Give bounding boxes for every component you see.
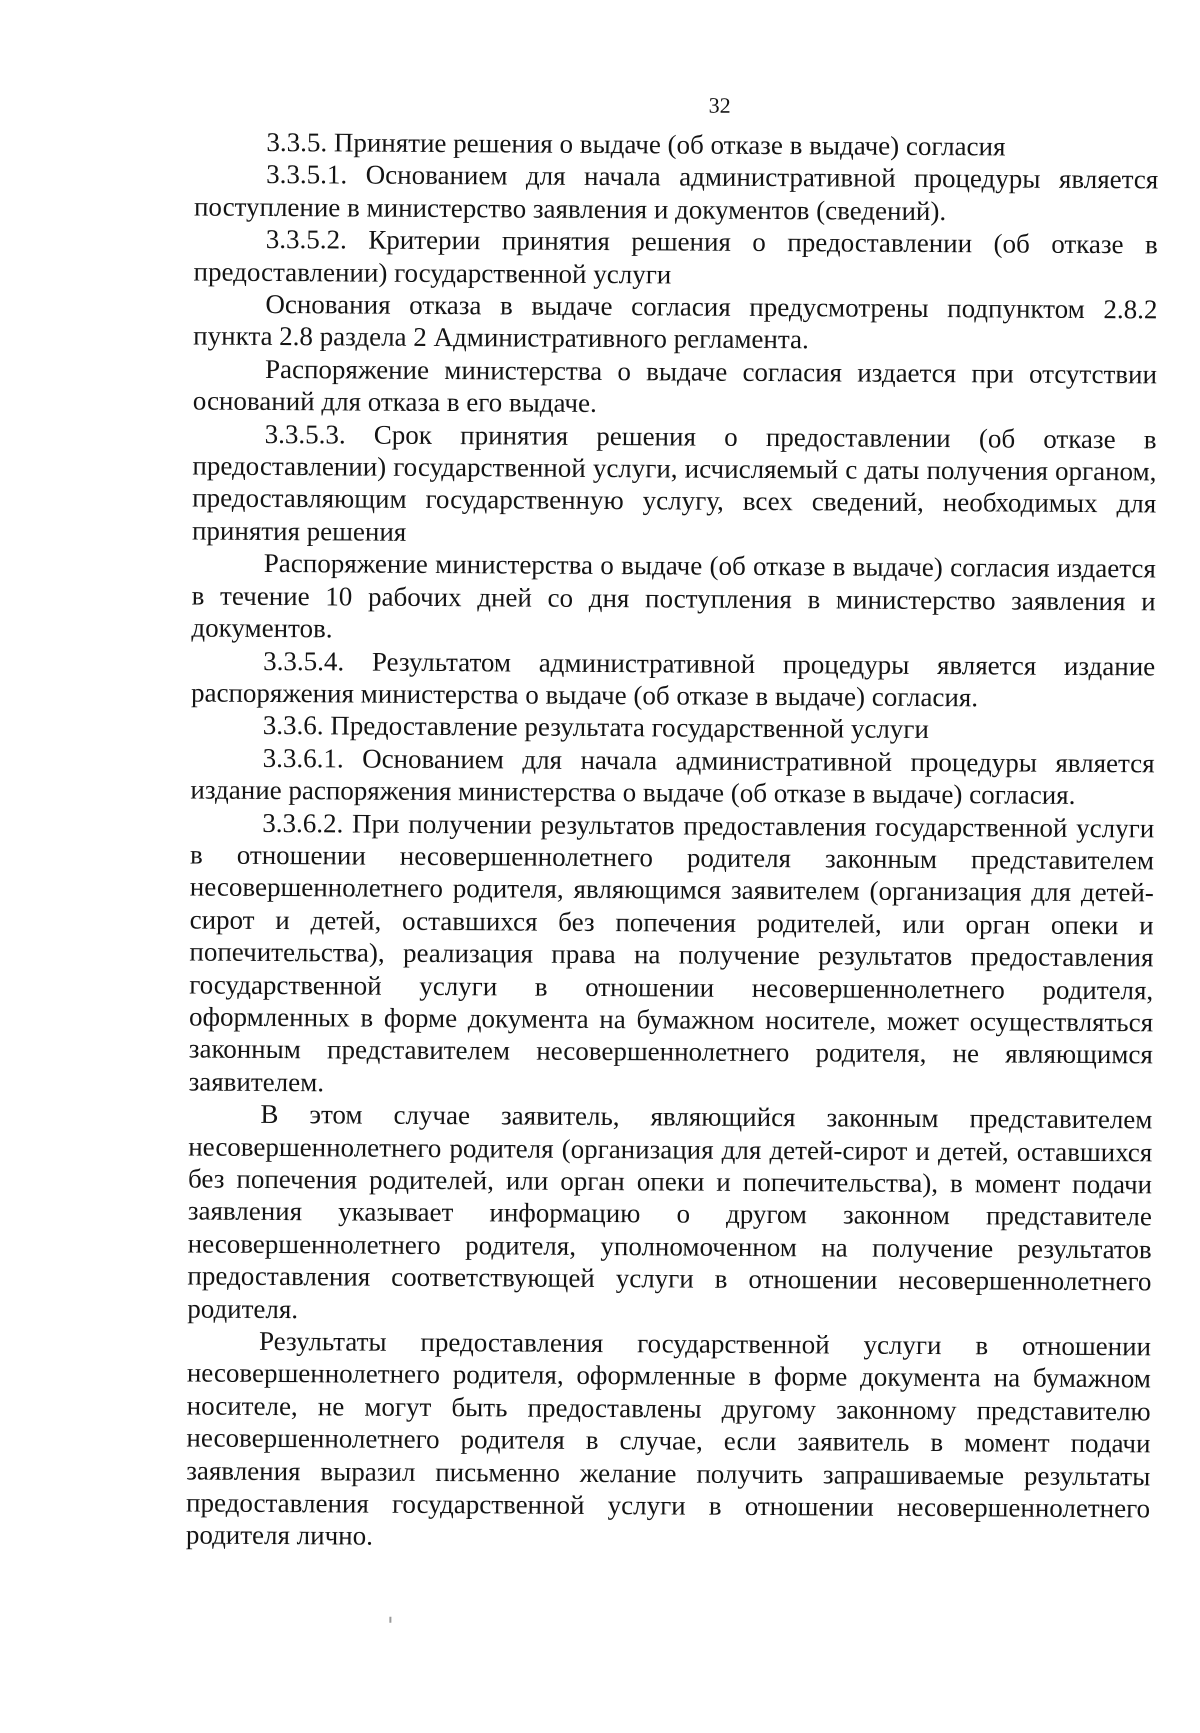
paragraph-3-3-5-1: 3.3.5.1. Основанием для начала административной процедуры является поступление в министерство заявления и документов (сведений). (193, 159, 1159, 226)
paragraph-refusal-grounds: Основания отказа в выдаче согласия предусмотрены подпунктом 2.8.2 пункта 2.8 раздела 2 Административного регламента. (193, 288, 1158, 355)
page-number: 32 (708, 92, 731, 118)
paragraph-3-3-5-3: 3.3.5.3. Срок принятия решения о предоставлении (об отказе в предоставлении) государственной услуги, исчисляемый с даты получения органом, предоставляющим государственную услугу, всех сведений, необходимых для принятия решения (191, 418, 1157, 547)
paragraph-order-issued: Распоряжение министерства о выдаче согласия издается при отсутствии оснований для отказа в его выдаче. (192, 353, 1158, 419)
paragraph-3-3-5-2: 3.3.5.2. Критерии принятия решения о предоставлении (об отказе в предоставлении) государственной услуги (193, 224, 1158, 290)
paragraph-3-3-6: 3.3.6. Предоставление результата государственной услуги (262, 710, 929, 745)
paragraph-3-3-6-2: 3.3.6.2. При получении результатов предоставления государственной услуги в отношении несовершеннолетнего родителя законным представителем несовершеннолетнего родителя, являющимся заявителем (организация для детей-сирот и детей, оставшихся без попечения родителей, или орган опеки и попечительства), реализация права на получение результатов предоставления государственной услуги в отношении несовершеннолетнего родителя, оформленных в форме документа на бумажном носителе, может осуществляться законным представителем несовершеннолетнего родителя, не являющимся заявителем. (188, 807, 1155, 1098)
scan-artifact (389, 1617, 391, 1623)
paragraph-3-3-5: 3.3.5. Принятие решения о выдаче (об отказе в выдаче) согласия (266, 126, 1006, 162)
paragraph-3-3-5-4: 3.3.5.4. Результатом административной процедуры является издание распоряжения министерства о выдаче (об отказе в выдаче) согласия. (190, 645, 1156, 713)
paragraph-results-personal: Результаты предоставления государственной услуги в отношении несовершеннолетнего родителя, оформленные в форме документа на бумажном носителе, не могут быть предоставлены другому законному представителю несовершеннолетнего родителя в случае, если заявитель в момент подачи заявления выразил письменно желание получить запрашиваемые результаты предоставления государственной услуги в отношении несовершеннолетнего родителя лично. (185, 1325, 1152, 1552)
paragraph-3-3-6-1: 3.3.6.1. Основанием для начала административной процедуры является издание распоряжения министерства о выдаче (об отказе в выдаче) согласия. (190, 742, 1155, 811)
document-body (186, 126, 1159, 1558)
paragraph-order-term: Распоряжение министерства о выдаче (об отказе в выдаче) согласия издается в течение 10 рабочих дней со дня поступления в министерство заявления и документов. (191, 548, 1156, 644)
paragraph-other-representative: В этом случае заявитель, являющийся законным представителем несовершеннолетнего родителя (организация для детей-сирот и детей, оставшихся без попечения родителей, или орган опеки и попечительства), в момент подачи заявления указывает информацию о другом законном представителе несовершеннолетнего родителя, уполномоченном на получение результатов предоставления соответствующей услуги в отношении несовершеннолетнего родителя. (187, 1099, 1153, 1324)
